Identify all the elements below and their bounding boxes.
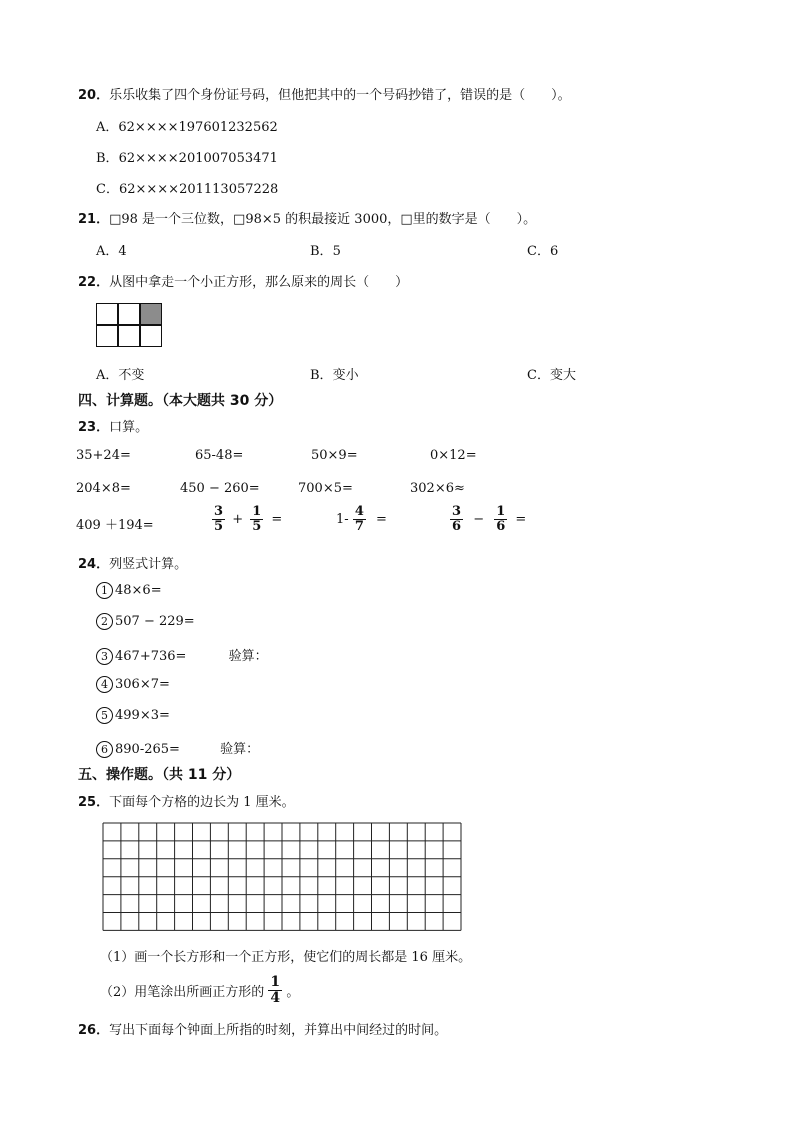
- option-b[interactable]: [310, 240, 341, 259]
- option-c[interactable]: [527, 364, 576, 383]
- option-text: 不变: [118, 368, 145, 383]
- section-title: 四、计算题。（本大题共 30 分）: [78, 393, 283, 409]
- question-25: [78, 791, 295, 810]
- circled-number: 5: [96, 707, 113, 724]
- question-text: 乐乐收集了四个身份证号码，但他把其中的一个号码抄错了，错误的是（ ）。: [109, 88, 571, 103]
- option-a[interactable]: [96, 240, 127, 259]
- option-text: 62××××201113057228: [118, 182, 279, 197]
- question-20: [78, 84, 571, 103]
- option-label: C．: [96, 182, 119, 197]
- question-23: [78, 416, 148, 435]
- calc-item: 35+24=: [76, 448, 131, 463]
- fraction: $\frac{3}{5}$: [214, 504, 224, 534]
- fraction: $\frac{1}{5}$: [252, 504, 262, 534]
- calc-item: 0×12=: [430, 448, 477, 463]
- calc-item: 450 − 260=: [180, 481, 260, 496]
- vertical-calc-item: [96, 707, 170, 724]
- square-cell: [118, 325, 140, 347]
- option-text: 变小: [332, 368, 359, 383]
- option-text: 变大: [549, 368, 576, 383]
- sub-question-2: （2）用笔涂出所画正方形的 $\frac{1}{4}$ 。: [100, 974, 300, 1006]
- calc-expression: 306×7=: [115, 677, 170, 692]
- fraction: $\frac{3}{6}$: [452, 504, 462, 534]
- circled-number: 6: [96, 741, 113, 758]
- shaded-square-cell: [140, 303, 162, 325]
- option-b[interactable]: [310, 364, 359, 383]
- square-cell: [118, 303, 140, 325]
- square-grid[interactable]: [102, 822, 462, 932]
- calc-expression: 467+736=: [115, 649, 187, 664]
- calc-expression: 499×3=: [115, 708, 170, 723]
- circled-number: 1: [96, 582, 113, 599]
- check-label: 验算：: [228, 649, 268, 664]
- vertical-calc-item: [96, 613, 195, 630]
- question-26: [78, 1019, 447, 1038]
- calc-item: 302×6≈: [410, 481, 465, 496]
- section-title: 五、操作题。（共 11 分）: [78, 767, 241, 783]
- option-text: 4: [118, 244, 127, 259]
- question-text: □98 是一个三位数，□98×5 的积最接近 3000，□里的数字是（ ）。: [109, 212, 537, 227]
- fraction: $\frac{1}{4}$: [270, 974, 281, 1006]
- vertical-calc-item: [96, 645, 268, 665]
- question-text: 口算。: [109, 420, 149, 435]
- question-24: [78, 553, 187, 572]
- question-text: 写出下面每个钟面上所指的时刻，并算出中间经过的时间。: [109, 1023, 448, 1038]
- vertical-calc-item: [96, 582, 162, 599]
- option-text: 6: [549, 244, 559, 259]
- fraction-calc-item: $\frac{3}{5}$ + $\frac{1}{5}$ =: [214, 504, 283, 534]
- question-number: 23．: [78, 420, 110, 435]
- option-c[interactable]: [96, 178, 278, 197]
- option-label: C．: [527, 368, 550, 383]
- question-text: 列竖式计算。: [109, 557, 188, 572]
- fraction-calc-item: 1- $\frac{4}{7}$ =: [336, 504, 387, 534]
- option-label: A．: [96, 120, 119, 135]
- calc-item: 65-48=: [195, 448, 244, 463]
- question-number: 21．: [78, 212, 110, 227]
- sub-question-1: （1）画一个长方形和一个正方形，使它们的周长都是 16 厘米。: [100, 950, 472, 965]
- calc-expression: 890-265=: [115, 742, 180, 757]
- option-text: 5: [332, 244, 341, 259]
- question-number: 24．: [78, 557, 110, 572]
- option-label: C．: [527, 244, 550, 259]
- circled-number: 4: [96, 676, 113, 693]
- vertical-calc-item: [96, 738, 259, 758]
- question-text: 下面每个方格的边长为 1 厘米。: [109, 795, 295, 810]
- check-label: 验算：: [220, 742, 260, 757]
- option-label: A．: [96, 368, 119, 383]
- vertical-calc-item: [96, 676, 170, 693]
- fraction: $\frac{1}{6}$: [496, 504, 506, 534]
- square-cell: [140, 325, 162, 347]
- option-a[interactable]: [96, 116, 278, 135]
- circled-number: 2: [96, 613, 113, 630]
- calc-item: 700×5=: [298, 481, 353, 496]
- calc-item: 204×8=: [76, 481, 131, 496]
- square-cell: [96, 303, 118, 325]
- question-22: [78, 271, 408, 290]
- calc-expression: 507 − 229=: [115, 614, 195, 629]
- option-label: B．: [96, 151, 119, 166]
- question-number: 25．: [78, 795, 110, 810]
- square-figure: [96, 303, 162, 347]
- question-number: 20．: [78, 88, 110, 103]
- option-text: 62××××201007053471: [118, 151, 278, 166]
- option-label: A．: [96, 244, 119, 259]
- square-cell: [96, 325, 118, 347]
- option-label: B．: [310, 244, 333, 259]
- option-text: 62××××197601232562: [118, 120, 278, 135]
- calc-item: 409 ＋194=: [76, 518, 154, 533]
- option-a[interactable]: [96, 364, 144, 383]
- question-text: 从图中拿走一个小正方形，那么原来的周长（ ）: [109, 275, 409, 290]
- circled-number: 3: [96, 648, 113, 665]
- question-number: 26．: [78, 1023, 110, 1038]
- fraction-calc-item: $\frac{3}{6}$ − $\frac{1}{6}$ =: [452, 504, 527, 534]
- calc-item: 50×9=: [311, 448, 358, 463]
- calc-expression: 48×6=: [115, 583, 162, 598]
- fraction: $\frac{4}{7}$: [354, 504, 364, 534]
- option-c[interactable]: [527, 240, 558, 259]
- question-21: [78, 208, 536, 227]
- option-label: B．: [310, 368, 333, 383]
- option-b[interactable]: [96, 147, 278, 166]
- question-number: 22．: [78, 275, 110, 290]
